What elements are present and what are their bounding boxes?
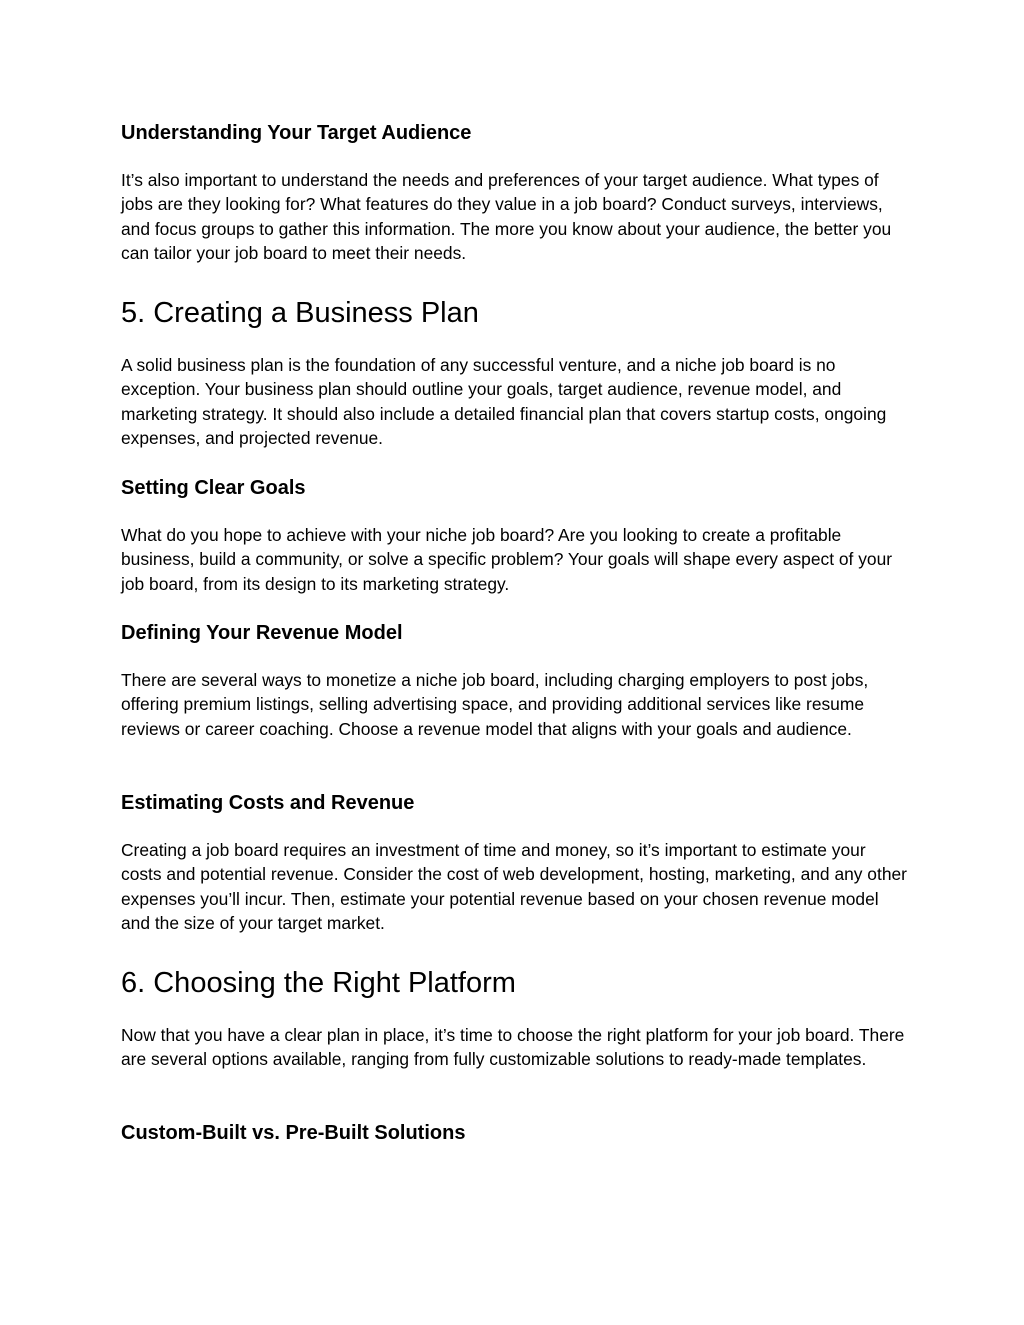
heading-custom-vs-prebuilt: Custom-Built vs. Pre-Built Solutions <box>121 1122 466 1144</box>
heading-setting-clear-goals: Setting Clear Goals <box>121 477 306 499</box>
heading-defining-revenue-model: Defining Your Revenue Model <box>121 622 403 644</box>
paragraph-right-platform: Now that you have a clear plan in place, it’s time to choose the right platform for your job board. There are several options available, ranging from fully customizable solutions to ready-made templates. <box>121 1025 905 1070</box>
heading-estimating-costs-revenue: Estimating Costs and Revenue <box>121 792 415 814</box>
heading-creating-business-plan: 5. Creating a Business Plan <box>121 297 479 329</box>
paragraph-revenue-model: There are several ways to monetize a niche job board, including charging employers to post jobs, offering premium listings, selling advertising space, and providing additional services like resume reviews or career coaching. Choose a revenue model that aligns with your goals and audience. <box>121 670 869 739</box>
heading-understanding-target-audience: Understanding Your Target Audience <box>121 122 472 144</box>
paragraph-target-audience: It’s also important to understand the needs and preferences of your target audience. What types of jobs are they looking for? What features do they value in a job board? Conduct surveys, interviews, and focus groups to gather this information. The more you know about your audience, the better you can tailor your job board to meet their needs. <box>121 170 892 263</box>
heading-choosing-right-platform: 6. Choosing the Right Platform <box>121 967 516 999</box>
paragraph-business-plan: A solid business plan is the foundation of any successful venture, and a niche job board is no exception. Your business plan should outline your goals, target audience, revenue model, and marketing strategy. It should also include a detailed financial plan that covers startup costs, ongoing expenses, and projected revenue. <box>121 355 887 448</box>
paragraph-clear-goals: What do you hope to achieve with your niche job board? Are you looking to create a profitable business, build a community, or solve a specific problem? Your goals will shape every aspect of your job board, from its design to its marketing strategy. <box>121 525 893 594</box>
paragraph-costs-revenue: Creating a job board requires an investment of time and money, so it’s important to estimate your costs and potential revenue. Consider the cost of web development, hosting, marketing, and any other expenses you’ll incur. Then, estimate your potential revenue based on your chosen revenue model and the size of your target market. <box>121 840 907 933</box>
